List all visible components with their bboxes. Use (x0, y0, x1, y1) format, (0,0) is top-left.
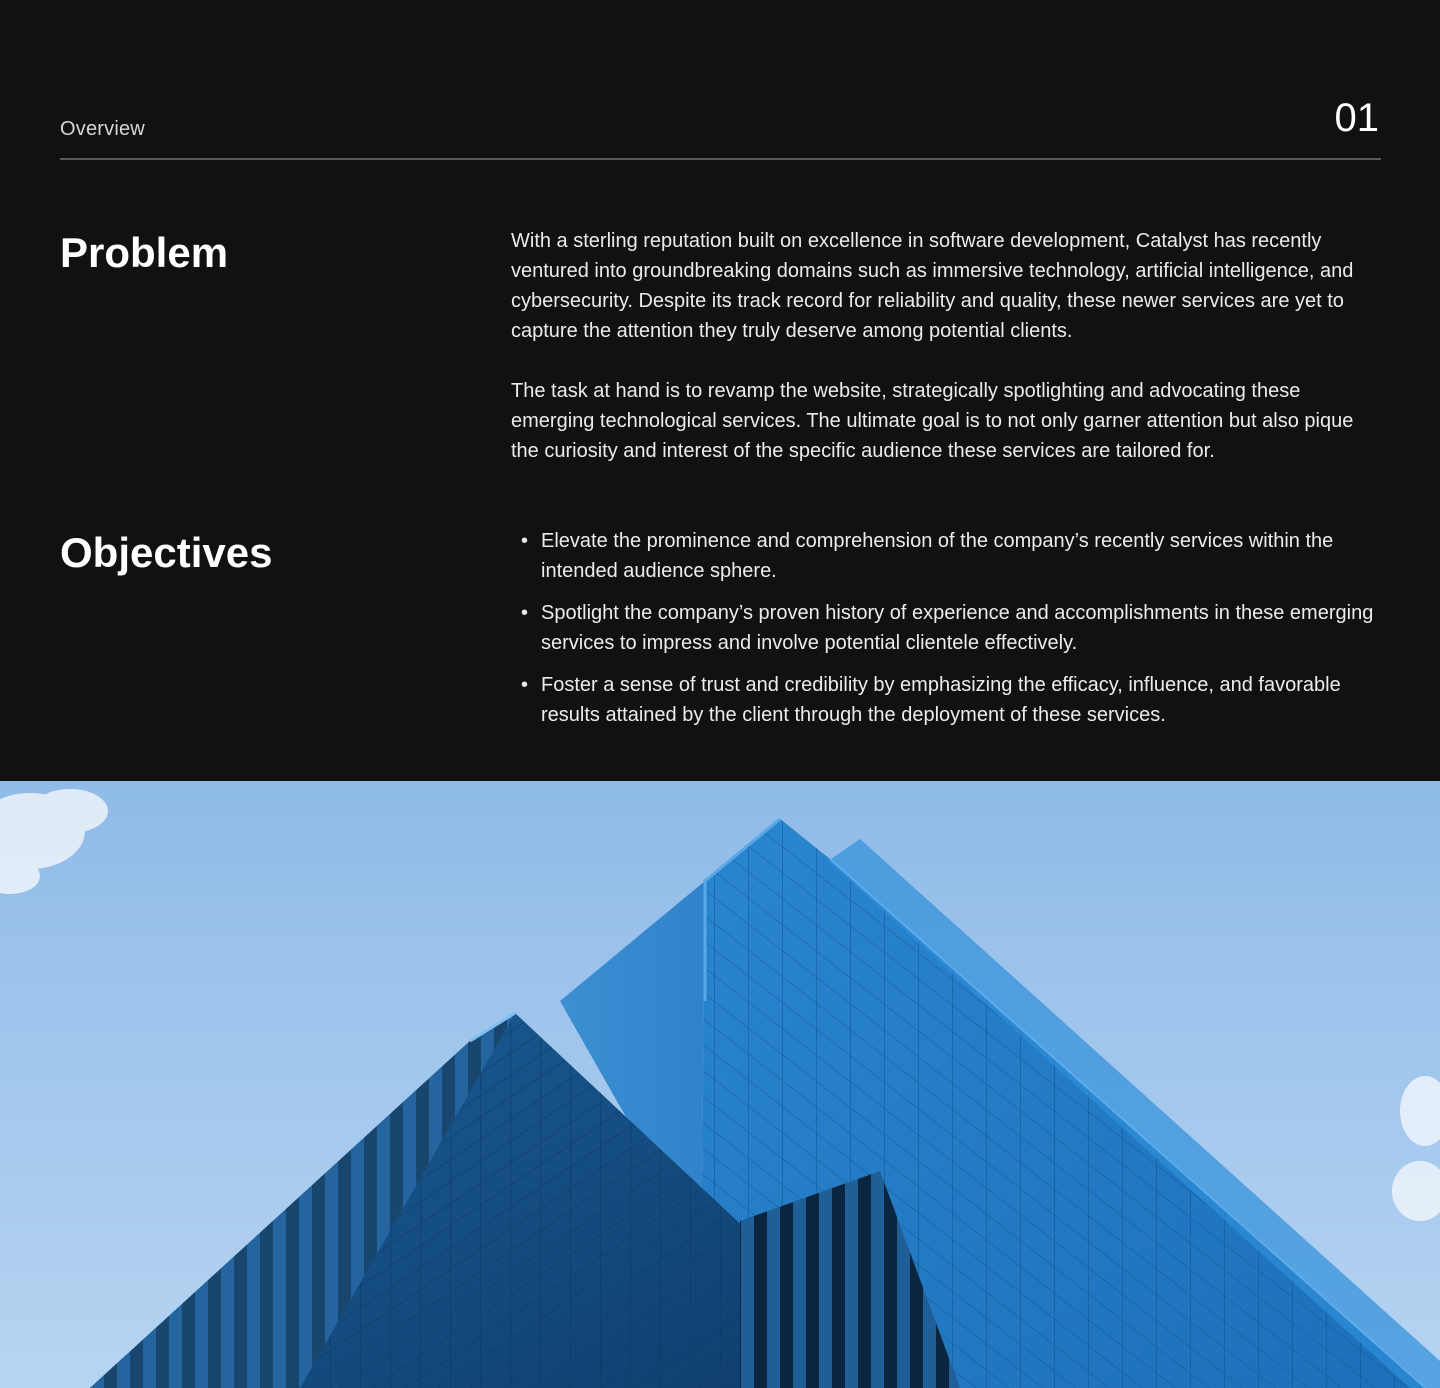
bullet-icon: • (521, 674, 529, 696)
skyscraper-illustration (0, 781, 1440, 1388)
list-item (511, 526, 1381, 586)
objective-text: Foster a sense of trust and credibility by emphasizing the efficacy, influence, and favorable results attained by the client through the deployment of these services. (541, 674, 1341, 726)
section-header (60, 90, 1381, 160)
problem-body (511, 226, 1381, 496)
objective-text: Elevate the prominence and comprehension of the company’s recently services within the intended audience sphere. (541, 530, 1334, 582)
problem-paragraph: The task at hand is to revamp the website, strategically spotlighting and advocating these emerging technological services. The ultimate goal is to not only garner attention but also pique the curiosity and interest of the specific audience these services are tailored for. (511, 380, 1354, 462)
objectives-heading: Objectives (60, 529, 273, 576)
section-label: Overview (60, 118, 145, 140)
bullet-icon: • (521, 530, 529, 552)
problem-heading: Problem (60, 229, 229, 276)
list-item (511, 670, 1381, 730)
skyscraper-image (0, 781, 1440, 1388)
section-number: 01 (1334, 96, 1379, 140)
problem-paragraph: With a sterling reputation built on excellence in software development, Catalyst has recently ventured into groundbreaking domains such as immersive technology, artificial intelligence, and cybersecurity. Despite its track record for reliability and quality, these newer services are yet to capture the attention they truly deserve among potential clients. (511, 230, 1354, 342)
list-item (511, 598, 1381, 658)
objectives-list (511, 526, 1381, 742)
objective-text: Spotlight the company’s proven history of experience and accomplishments in these emerging services to impress and involve potential clientele effectively. (541, 602, 1374, 654)
bullet-icon: • (521, 602, 529, 624)
